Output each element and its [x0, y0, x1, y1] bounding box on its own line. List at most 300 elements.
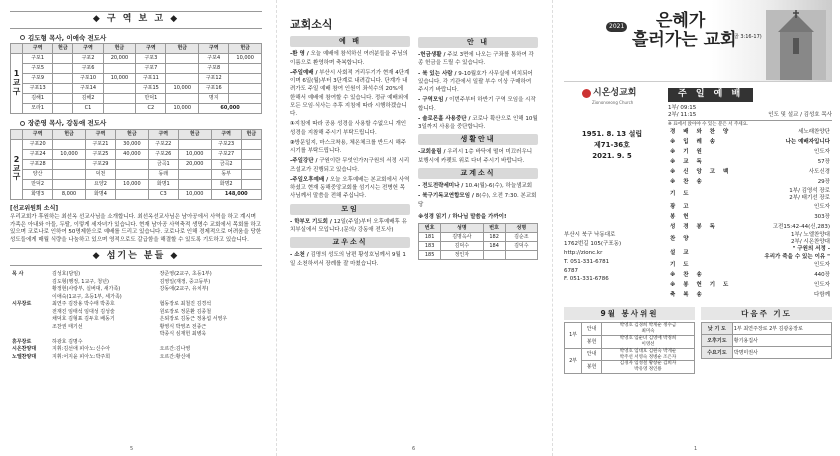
order-row: [668, 281, 832, 291]
table-cell: 구포11: [136, 74, 166, 84]
table-cell: 10,000: [178, 189, 211, 199]
table-cell: [166, 94, 199, 104]
table-cell: [53, 139, 86, 149]
table-cell: [53, 54, 73, 64]
news-item-body: 우리시 1층 바닥에 떨어 미끄러우니 보행시에 카펫트 위로 다녀 주시기 바랍니다.: [418, 149, 533, 164]
table-cell: 30,000: [116, 139, 149, 149]
table-cell: [166, 64, 199, 74]
table-cell: [166, 74, 199, 84]
table-cell: [505, 251, 537, 260]
table-cell: [483, 251, 505, 260]
order-item: 찬 양: [670, 235, 692, 242]
section1-leaders: 김도형 목사, 이애숙 전도사: [28, 33, 107, 42]
page-number: 1: [694, 445, 698, 452]
order-value: " 구원의 서정 - 우리가 죽을 수 있는 이유 ": [764, 246, 830, 260]
year-badge: 2021: [606, 22, 627, 32]
order-item: ※ 교 독: [670, 159, 705, 166]
logo-mark-icon: [582, 89, 591, 98]
table-cell: 구포26: [148, 149, 178, 159]
table-cell: 구포3: [136, 54, 166, 64]
column-header: 구역: [23, 129, 53, 139]
blank-cell: [11, 129, 23, 139]
table-cell: [53, 84, 73, 94]
service-table: [564, 322, 695, 374]
names-b: 오르간:김나영: [159, 346, 191, 353]
order-row: [668, 212, 832, 222]
order-row: [668, 168, 832, 178]
table-cell: 화명2: [211, 179, 241, 189]
table-cell: 김명옥사: [441, 233, 483, 242]
names-a: 지휘:김선애 피아노:신수아: [52, 346, 111, 353]
order-item: 경 배 와 찬 양: [670, 129, 732, 136]
header-row: [11, 44, 262, 54]
table-cell: [53, 104, 73, 114]
column-header: 구역: [136, 44, 166, 54]
news-item-title: - 구역모임 /: [418, 97, 448, 104]
table-cell: 구포25: [85, 149, 115, 159]
cover-panel: [556, 0, 840, 456]
news-item: [418, 148, 538, 165]
news-item-title: -주일예배 /: [290, 69, 318, 76]
news-item-body: 부산시 사회적 거리두기가 현재 4단계이며 6일(월)부터 3단계로 내려갑니다. 단계가 내려가도 주일 예배 참여 인원이 좌석수의 20%에 한해서 예배에 참여할 수 있습니다. 정규 예배외에 모든 모임·식사는 추후 지침에 따라 시행하겠습니다.: [290, 69, 410, 118]
order-row: [668, 271, 832, 281]
names-cell: 김경자 임성철 황창순 김희자 박유영 정인룡: [602, 361, 695, 374]
column-header: 구역: [199, 44, 229, 54]
table-cell: 화명3: [23, 189, 53, 199]
member-news-items: [290, 251, 410, 268]
order-value: 57장: [817, 159, 830, 166]
table-cell: 구포20: [23, 139, 53, 149]
servants-row: [10, 346, 262, 354]
table-cell: 182: [483, 233, 505, 242]
service-row: [565, 348, 695, 361]
table-cell: 구포6: [73, 64, 103, 74]
table-cell: [103, 94, 136, 104]
table-cell: [53, 64, 73, 74]
column-header: 성명: [505, 224, 537, 233]
table-cell: [241, 159, 261, 169]
section2-leaders: 장준영 목사, 강동애 전도사: [28, 119, 107, 128]
table-row: [11, 54, 262, 64]
service-heading: 9월 봉사위원: [564, 307, 695, 321]
news-item-title: -주일강단 /: [290, 158, 318, 165]
order-item: ※ 찬 송: [670, 179, 705, 186]
order-value: 29장: [817, 179, 830, 186]
news-item: [290, 120, 410, 137]
order-value: 1부/ 김영석 장로 2부/ 태기선 장로: [789, 187, 830, 201]
table-cell: 동부: [211, 169, 241, 179]
table-cell: [53, 169, 86, 179]
news-item-title: ②: [290, 139, 295, 146]
order-item: ※ 신 앙 고 백: [670, 169, 732, 176]
order-row: [668, 261, 832, 271]
table-cell: [103, 84, 136, 94]
news-item: [290, 50, 410, 67]
role-cell: 봉헌: [582, 361, 602, 374]
servants-row: [10, 301, 262, 339]
order-row: [668, 158, 832, 168]
district-label: 2 교 구: [11, 139, 23, 199]
news-item-title: - 북 있는 사람 /: [418, 70, 457, 77]
table-cell: 동래: [148, 169, 178, 179]
table-cell: 181: [419, 233, 441, 242]
news-item-body: 오늘 예배에 참석하신 여러분들을 주님의 이름으로 환영하며 축복합니다.: [290, 51, 408, 66]
page-number: 5: [130, 445, 134, 452]
order-value: 세노래찬양단: [798, 129, 830, 136]
role-label: 시온찬양대: [12, 346, 37, 353]
table-cell: [53, 159, 86, 169]
table-cell: [229, 74, 262, 84]
table-cell: 김해1: [23, 94, 53, 104]
table-cell: 구포22: [148, 139, 178, 149]
table-row: [11, 149, 262, 159]
table-cell: [229, 84, 262, 94]
names-cell: 박영호 김경희 박게순 정수금 최미숙: [602, 323, 695, 336]
table-cell: 183: [419, 242, 441, 251]
table-row: [419, 251, 538, 260]
prayer-label: 수요기도: [702, 347, 733, 359]
table-cell: 김덕수: [441, 242, 483, 251]
column-header: 헌금: [103, 44, 136, 54]
role-label: 시무장로: [12, 301, 32, 308]
worship-leader: 인도 및 설교 / 김성호 목사: [768, 111, 832, 118]
total-cell: 148,000: [211, 189, 261, 199]
column-header: 헌금: [166, 44, 199, 54]
table-cell: 화명4: [85, 189, 115, 199]
news-item-title: -주일오후예배 /: [290, 176, 329, 183]
circle-icon: [20, 121, 25, 126]
table-cell: 8,000: [53, 189, 86, 199]
worship-heading: 주 일 예 배: [668, 88, 753, 102]
news-item-title: - 소천 /: [290, 252, 309, 259]
order-row: [668, 138, 832, 148]
mission-news: [10, 205, 262, 246]
mission-body: 우리교회가 후원하는 최선옥 선교사님을 소개합니다. 최선옥선교사님은 남아공에서 사역을 하고 계시며 가족은 아내와 아들, 두딸, 이렇게 세자녀가 있습니다. 현재 남아공 사역축적 생명수 교회에서 목회를 하고 있으며 코로나로 인하여 50명제한으로 예배를 드리고 있습니다. 코로나로 인해 경제적으로 어려움을 당한 성도들에게 매월 식량을 나눔하고 있으며 영적으로도 갈급함을 해결할 수 있도록 기도하고 있습니다.: [10, 213, 262, 244]
prayer-row: [702, 323, 832, 335]
order-row: [668, 291, 832, 301]
column-header: 구역: [148, 129, 178, 139]
table-cell: 구포2: [73, 54, 103, 64]
table-cell: 10,000: [116, 179, 149, 189]
table-cell: 금곡1: [148, 159, 178, 169]
table-cell: 구포12: [199, 74, 229, 84]
founded-date: 1951. 8. 13 설립: [581, 129, 643, 138]
news-item: [290, 139, 410, 156]
table-cell: 금곡2: [211, 159, 241, 169]
column-header: 구역: [211, 129, 241, 139]
names-b: 장준영(2교구, 초등1부) 김영일(재정, 중고등부) 강동애(2교구, 유치부): [159, 271, 212, 293]
table-row: [11, 94, 262, 104]
district1-table: [10, 43, 262, 114]
table-cell: 10,000: [103, 74, 136, 84]
news-item-body: 지침에 따라 공용 성경을 사용할 수없으니 개인성경을 지참해 주시기 부탁드립니다.: [290, 121, 407, 136]
order-value: 인도자: [814, 282, 830, 289]
table-cell: 구포7: [136, 64, 166, 74]
column-header: 구역: [85, 129, 115, 139]
table-cell: [103, 64, 136, 74]
table-cell: 정인자: [441, 251, 483, 260]
table-cell: C3: [148, 189, 178, 199]
cover-bottom: [564, 303, 832, 375]
order-item: 성 경 봉 독: [670, 223, 718, 230]
order-value: 인도자: [814, 149, 830, 156]
table-cell: 구포9: [23, 74, 53, 84]
table-cell: 10,000: [229, 54, 262, 64]
worship-order: [668, 88, 832, 301]
bulletin-info: [564, 129, 660, 162]
meeting-items: [290, 218, 410, 235]
table-cell: 10,000: [53, 149, 86, 159]
table-cell: 구포23: [211, 139, 241, 149]
column-header: 번호: [419, 224, 441, 233]
association-items: [418, 182, 538, 209]
table-cell: 김해2: [73, 94, 103, 104]
role-cell: 안내: [582, 323, 602, 336]
table-cell: [53, 179, 86, 189]
member-news-bar: 교우소식: [290, 237, 410, 248]
servants-table: [10, 271, 262, 361]
order-item: 축 복 송: [670, 292, 705, 299]
names-a: 지휘:어지윤 피아노:박주희: [52, 353, 111, 360]
cover-title-line1: 은혜가: [656, 11, 706, 31]
service-row: [565, 336, 695, 349]
association-bar: 교계소식: [418, 168, 538, 179]
order-row: [668, 232, 832, 246]
district-label: 1 교 구: [11, 54, 23, 114]
table-cell: 덕천: [85, 169, 115, 179]
table-cell: C1: [73, 104, 103, 114]
news-item-body: 이번주부터 하반기 구역 모임을 시작합니다.: [418, 97, 536, 112]
news-item-title: - 학부모 기도회 /: [290, 218, 332, 225]
column-header: 헌금: [178, 129, 211, 139]
table-cell: 구포21: [85, 139, 115, 149]
table-cell: [229, 94, 262, 104]
table-cell: 구포4: [199, 54, 229, 64]
table-cell: [178, 169, 211, 179]
order-item: ※ 찬 송: [670, 272, 705, 279]
order-value: 사도신경: [808, 169, 830, 176]
column-header: 헌금: [116, 129, 149, 139]
table-cell: 김순조: [505, 233, 537, 242]
table-cell: 구포1: [23, 54, 53, 64]
news-item: [290, 218, 410, 235]
table-cell: 20,000: [103, 54, 136, 64]
names-cell: 박영호 임순녀 김영애 박정희 이영선: [602, 336, 695, 349]
table-row: [11, 74, 262, 84]
section1-header: [20, 34, 262, 42]
part-cell: 1부: [565, 323, 582, 348]
role-cell: 안내: [582, 348, 602, 361]
order-row: [668, 188, 832, 202]
order-item: 봉 헌: [670, 213, 692, 220]
role-label: 휴무장로: [12, 338, 32, 345]
names-b: 오르간:황신애: [159, 353, 191, 360]
table-cell: [53, 94, 73, 104]
mission-heading: [선교위원회 소식]: [10, 204, 59, 212]
district2-table: [10, 129, 262, 200]
order-value: 440장: [814, 272, 830, 279]
names-a: 하광호 김명수: [52, 338, 83, 345]
table-row: [11, 179, 262, 189]
cover-verse: (골 3:16-17): [732, 34, 762, 40]
names-b: 협동장로 최철진 김경석 원로장로 정문환 김종철 은퇴장로 김동근 정용섭 서영우 황영식 박영조 전종근 박종식 심재헌 최병욱: [159, 301, 228, 338]
order-item: ※ 봉 헌 기 도: [670, 282, 732, 289]
prayer-names: 황기용집사: [732, 335, 831, 347]
table-cell: 20,000: [178, 159, 211, 169]
prayer-row: [702, 335, 832, 347]
names-cell: 박영호 임대호 김원숙 박게순 박주선 서영숙 정병순 조은자: [602, 348, 695, 361]
order-item: 광 고: [670, 203, 692, 210]
order-value: 인도자: [814, 262, 830, 269]
table-row: [11, 159, 262, 169]
church-building-icon: [766, 10, 826, 80]
church-news-title: 교회소식: [290, 18, 333, 31]
table-cell: 구포8: [199, 64, 229, 74]
bible-reading-head: ※성경 읽기 / 하나님 말씀을 가까이!: [418, 213, 507, 220]
order-item: 기 도: [670, 191, 692, 198]
news-item: [290, 176, 410, 201]
table-cell: 만덕1: [136, 94, 166, 104]
news-item: [418, 192, 538, 209]
table-cell: 구포29: [85, 159, 115, 169]
table-cell: 구포24: [23, 149, 53, 159]
news-item: [418, 182, 538, 190]
table-cell: [241, 139, 261, 149]
logo-text: 시온성교회: [593, 88, 637, 98]
news-item: [418, 51, 538, 68]
life-items: [418, 148, 538, 165]
worship-times: 1부/ 09:15 2부/ 11:15: [668, 104, 697, 118]
order-value: 다함께: [814, 292, 830, 299]
table-cell: 양산: [23, 169, 53, 179]
news-item-title: -환 영 /: [290, 51, 309, 58]
section2-header: [20, 119, 262, 127]
cover-title-line2: 흘러가는 교회: [632, 29, 737, 50]
table-cell: [241, 179, 261, 189]
table-cell: 구포14: [73, 84, 103, 94]
table-row: [419, 242, 538, 251]
servants-title: ◆ 섬기는 분들 ◆: [10, 248, 262, 266]
role-label: 노엘찬양대: [12, 353, 37, 360]
table-row: [11, 84, 262, 94]
order-value: 303장: [814, 213, 830, 220]
table-cell: [166, 54, 199, 64]
table-cell: [241, 149, 261, 159]
column-header: 구역: [73, 44, 103, 54]
news-item: [418, 115, 538, 132]
table-cell: [103, 104, 136, 114]
news-left-column: [290, 8, 410, 270]
news-item-body: 12일(주일)부터 오후예배후 유치부실에서 모입니다.(문의/ 강동애 전도사): [290, 218, 407, 233]
issue-number: 제71-36호: [594, 140, 630, 149]
names-a: 최연주 김장용 박수태 박종호 전재진 임태석 임대성 김성술 채덕호 김형표 김두호 배동기 조찬권 태기선: [52, 301, 115, 330]
names-b: [158, 339, 262, 347]
prayer-names: 박명미권사: [732, 347, 831, 359]
news-item-body: 주보 3면에 나오는 구좌를 통하여 각종 헌금을 드릴 수 있습니다.: [418, 52, 534, 67]
table-cell: 10,000: [178, 149, 211, 159]
table-cell: 구포10: [73, 74, 103, 84]
prayer-label: 낮 기 도: [702, 323, 733, 335]
order-item: 기 도: [670, 262, 692, 269]
district-report-title: ◆ 구 역 보 고 ◆: [10, 11, 262, 29]
table-cell: 구포27: [211, 149, 241, 159]
order-value: 인도자: [814, 203, 830, 210]
table-cell: [53, 74, 73, 84]
table-cell: [116, 159, 149, 169]
worship-bar: 예 배: [290, 36, 410, 47]
news-item-title: -헌금생활 /: [418, 52, 446, 59]
church-address: 부산시 북구 낙동대로 1762번길 105(구포동) http://zionc.kr T. 051-331-6781 6787 F. 051-331-6786: [564, 232, 622, 283]
servants-row: [10, 271, 262, 301]
news-item-body: 오늘 오후예배는 본교회에서 사역하셨고 현재 동해중앙교회를 섬기시는 전병헌 목사님께서 말씀을 전해 주십니다.: [290, 176, 410, 200]
cover-header: [564, 0, 832, 82]
fold-line: [552, 0, 553, 456]
header-row: [419, 224, 538, 233]
order-table: [668, 128, 832, 301]
column-header: 구역: [23, 44, 53, 54]
table-cell: C2: [136, 104, 166, 114]
table-cell: 40,000: [116, 149, 149, 159]
news-item: [290, 157, 410, 174]
logo-subtext: Ziononseong Church: [592, 99, 634, 105]
order-row: [668, 148, 832, 158]
order-item: ※ 입 례 송: [670, 139, 719, 146]
table-cell: 화명1: [148, 179, 178, 189]
page-5-panel: [0, 0, 272, 456]
part-cell: 2부: [565, 348, 582, 373]
order-value: 나는 예배자입니다: [785, 139, 830, 146]
column-header: 성명: [441, 224, 483, 233]
table-cell: 명지: [199, 94, 229, 104]
table-row: [11, 139, 262, 149]
table-cell: 10,000: [166, 104, 199, 114]
table-row: [419, 233, 538, 242]
table-cell: 김덕수: [505, 242, 537, 251]
blank-cell: [11, 44, 23, 54]
bulletin-date: 2021. 9. 5: [592, 151, 632, 160]
meeting-bar: 모임: [290, 204, 410, 215]
table-cell: 10,000: [166, 84, 199, 94]
news-right-column: [418, 8, 538, 270]
column-header: 헌금: [53, 44, 73, 54]
table-cell: 요양2: [85, 179, 115, 189]
news-item-title: ①: [290, 121, 295, 128]
column-header: 헌금: [241, 129, 261, 139]
page-number: 6: [412, 445, 416, 452]
table-cell: 구포15: [136, 84, 166, 94]
table-cell: [178, 139, 211, 149]
prayer-heading: 다음주 기도: [701, 307, 832, 321]
servants-row: [10, 339, 262, 347]
header-row: [11, 129, 262, 139]
guide-bar: 안 내: [418, 37, 538, 48]
cover-title: [632, 12, 736, 49]
news-item-body: 9-10월호가 사무실에 비치되어 있습니다. 각 기관에서 일괄 부수 이상 구매하여 주시기 바랍니다.: [418, 70, 533, 94]
column-header: 헌금: [229, 44, 262, 54]
news-item-body: 방문일지, 마스크착용, 체온체크를 반드시 해주시기를 부탁드립니다.: [290, 139, 407, 155]
news-item-body: 코로나 확산으로 인해 10월 3일까지 사용을 중단합니다.: [418, 115, 538, 131]
order-row: [668, 222, 832, 232]
table-cell: [229, 64, 262, 74]
church-logo: [582, 88, 660, 100]
guide-items: [418, 51, 538, 131]
service-row: [565, 323, 695, 336]
page-6-panel: [280, 0, 548, 456]
table-row: [11, 189, 262, 199]
table-cell: [178, 179, 211, 189]
prayer-names: 1부 최연주장로 2부 김광웅장로: [732, 323, 831, 335]
service-row: [565, 361, 695, 374]
